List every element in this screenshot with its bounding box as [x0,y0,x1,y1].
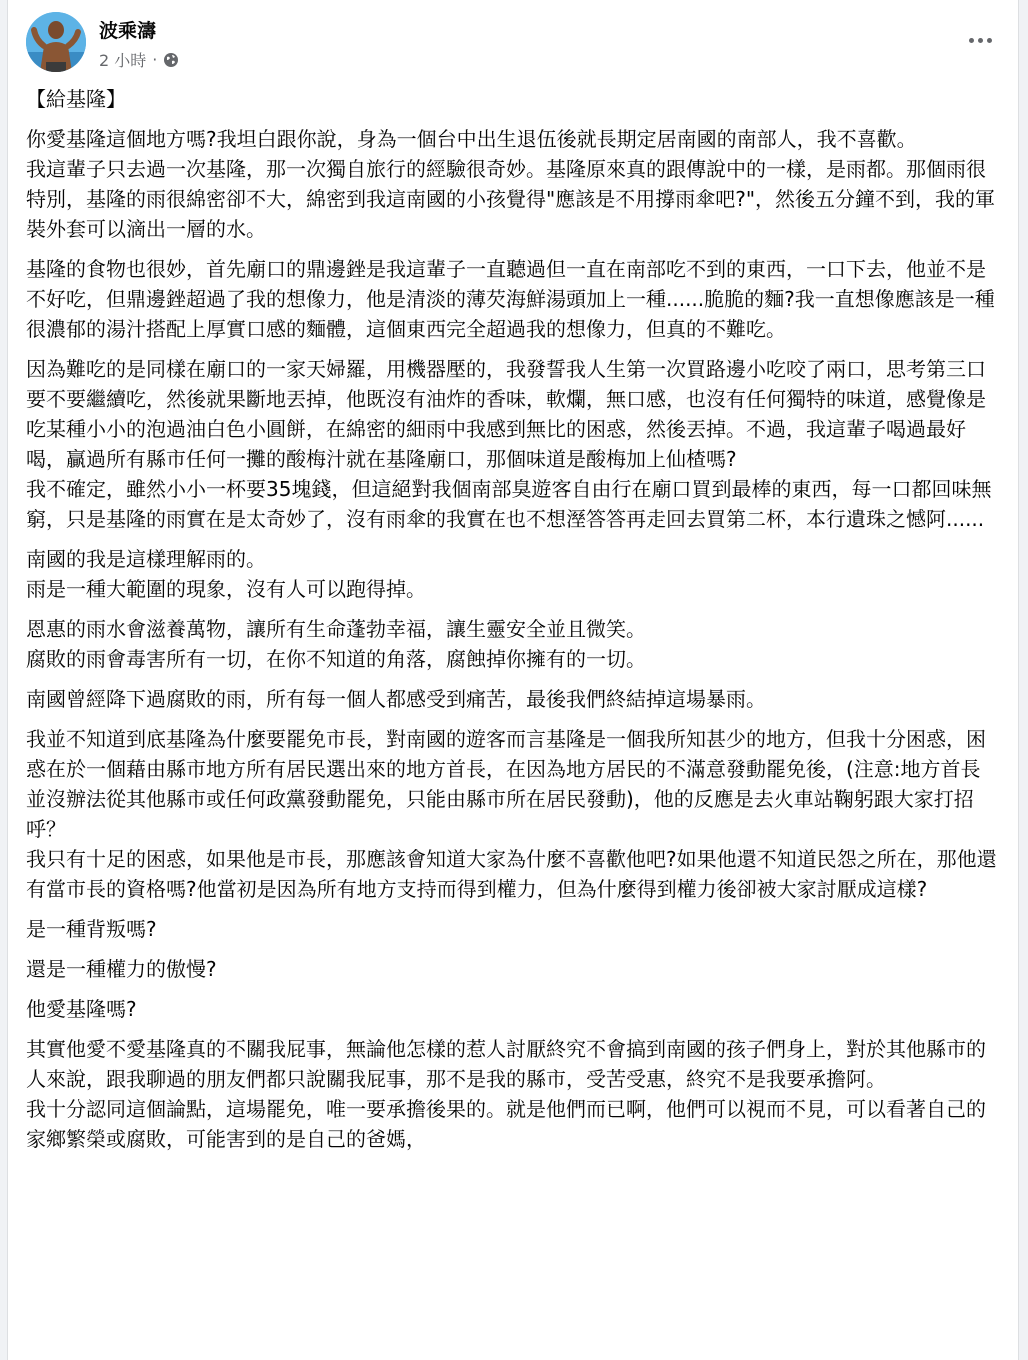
post-paragraph: 他愛基隆嗎? [26,997,137,1021]
post-text [26,84,1000,1164]
post-card [7,0,1019,1360]
author-name[interactable]: 波乘濤 [99,20,157,42]
post-paragraph: 是一種背叛嗎? [26,917,157,941]
avatar-photo-icon [26,12,86,72]
more-options-icon [969,38,974,43]
meta-separator: · [152,50,158,69]
post-paragraph: 基隆的食物也很妙，首先廟口的鼎邊銼是我這輩子一直聽過但一直在南部吃不到的東西，一口下去，他並不是不好吃，但鼎邊銼超過了我的想像力，他是清淡的薄芡海鮮湯頭加上一種......脆脆的麵?我一直想像應該是一種很濃郁的湯汁搭配上厚實口感的麵體，這個東西完全超過我的想像力，但真的不難吃。 [26,257,995,341]
post-paragraph: 你愛基隆這個地方嗎?我坦白跟你說，身為一個台中出生退伍後就長期定居南國的南部人，我不喜歡。 我這輩子只去過一次基隆，那一次獨自旅行的經驗很奇妙。基隆原來真的跟傳說中的一樣，是雨都。那個雨很特別，基隆的雨很綿密卻不大，綿密到我這南國的小孩覺得"應該是不用撐雨傘吧?"，然後五分鐘不到，我的軍裝外套可以滴出一層的水。 [26,127,996,241]
post-paragraph: 恩惠的雨水會滋養萬物，讓所有生命蓬勃幸福，讓生靈安全並且微笑。 腐敗的雨會毒害所有一切，在你不知道的角落，腐蝕掉你擁有的一切。 [26,617,646,671]
avatar[interactable] [26,12,86,72]
post-paragraph: 南國曾經降下過腐敗的雨，所有每一個人都感受到痛苦，最後我們終結掉這場暴雨。 [26,687,766,711]
more-dot [987,38,992,43]
post-paragraph: 其實他愛不愛基隆真的不關我屁事，無論他怎樣的惹人討厭終究不會搞到南國的孩子們身上，對於其他縣市的人來說，跟我聊過的朋友們都只說關我屁事，那不是我的縣市，受苦受惠，終究不是我要承擔阿。 我十分認同這個論點，這場罷免，唯一要承擔後果的。就是他們而已啊，他們可以視而不見，可以看著自己的家鄉繁榮或腐敗，可能害到的是自己的爸媽， [26,1037,986,1151]
post-paragraph: 南國的我是這樣理解雨的。 雨是一種大範圍的現象，沒有人可以跑得掉。 [26,547,426,601]
post-meta [99,48,179,71]
post-paragraph: 我並不知道到底基隆為什麼要罷免市長，對南國的遊客而言基隆是一個我所知甚少的地方，但我十分困惑，困惑在於一個藉由縣市地方所有居民選出來的地方首長，在因為地方居民的不滿意發動罷免後，(注意:地方首長並沒辦法從其他縣市或任何政黨發動罷免，只能由縣市所在居民發動)，他的反應是去火車站鞠躬跟大家打招呼？ 我只有十足的困惑，如果他是市長，那應該會知道大家為什麼不喜歡他吧?如果他還不知道民怨之所在，那他還有當市長的資格嗎?他當初是因為所有地方支持而得到權力，但為什麼得到權力後卻被大家討厭成這樣? [26,727,997,901]
post-paragraph: 還是一種權力的傲慢? [26,957,217,981]
more-options-button[interactable] [962,22,998,58]
post-time[interactable]: 2 小時 [99,51,147,70]
more-dot [978,38,983,43]
post-paragraph: 因為難吃的是同樣在廟口的一家天婦羅，用機器壓的，我發誓我人生第一次買路邊小吃咬了兩口，思考第三口要不要繼續吃，然後就果斷地丟掉，他既沒有油炸的香味，軟爛，無口感，也沒有任何獨特的味道，感覺像是吃某種小小的泡過油白色小圓餅，在綿密的細雨中我感到無比的困惑，然後丟掉。不過，我這輩子喝過最好喝，贏過所有縣市任何一攤的酸梅汁就在基隆廟口，那個味道是酸梅加上仙楂嗎? 我不確定，雖然小小一杯要35塊錢，但這絕對我個南部臭遊客自由行在廟口買到最棒的東西，每一口都回味無窮，只是基隆的雨實在是太奇妙了，沒有雨傘的我實在也不想溼答答再走回去買第二杯，本行遺珠之憾阿...... [26,357,992,531]
post-header [26,12,996,72]
globe-icon[interactable] [163,52,179,68]
post-title: 【給基隆】 [26,87,126,111]
